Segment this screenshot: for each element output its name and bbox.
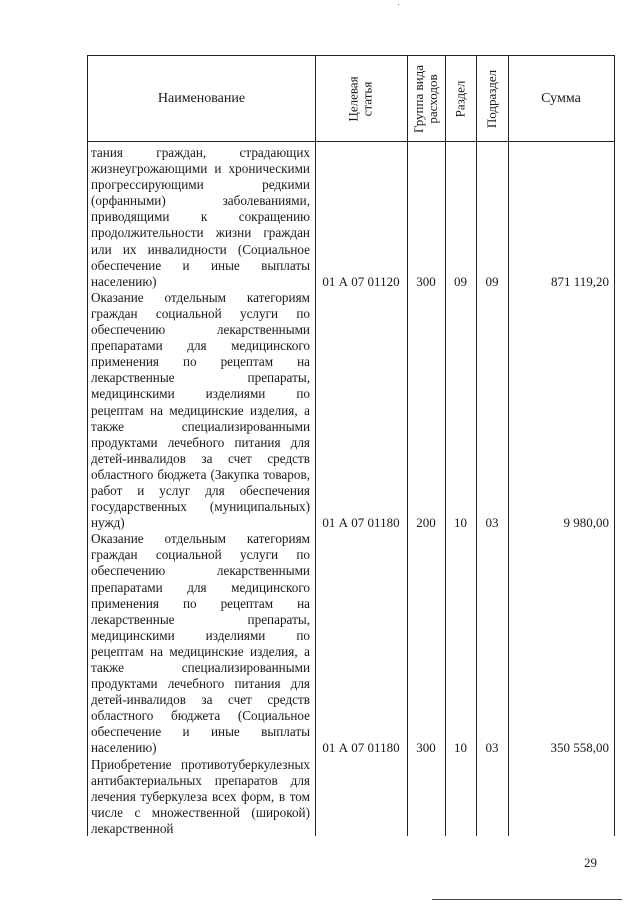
row-name: Оказание отдельным категориям граждан социальной услуги по обеспечению лекарственными препаратами для медицинского применения по рецептам на лекарственные препараты, медицинскими изделиями по рецептам на медицинские изделия, а также специализированными продуктами лечебного питания для детей-инвалидов за счет средств областного бюджета (Закупка товаров, работ и услуг для обеспечения государственных (муниципальных) нужд) <box>91 289 310 531</box>
row-sum: 350 558,00 <box>550 740 609 755</box>
row-code: 01 А 07 01120 <box>322 274 400 289</box>
row-sum: 871 119,20 <box>550 274 609 289</box>
grid-line <box>315 56 316 836</box>
grid-line <box>508 56 509 836</box>
row-name: тания граждан, страдающих жизнеугрожающими и хроническими прогрессирующими редкими (орфанными) заболеваниями, приводящими к сокращению продолжительности жизни граждан или их инвалидности (Социальное обеспечение и иные выплаты населению) <box>91 145 310 289</box>
row-group: 300 <box>416 274 436 289</box>
row-code: 01 А 07 01180 <box>322 740 400 755</box>
row-name: Приобретение противотуберкулезных антибактериальных препаратов для лечения туберкулеза всех форм, в том числе с множественной (широкой) лекарственной <box>91 756 310 836</box>
row-subsection: 03 <box>485 515 499 530</box>
scan-speck <box>398 4 399 5</box>
budget-table <box>87 55 615 836</box>
row-group: 300 <box>416 740 436 755</box>
name-column <box>91 145 310 837</box>
row-section: 10 <box>454 515 467 530</box>
header-code-line1: Целевая <box>345 75 361 122</box>
row-code: 01 А 07 01180 <box>322 515 400 530</box>
header-sum: Сумма <box>541 90 581 106</box>
row-subsection: 09 <box>485 274 499 289</box>
row-sum: 9 980,00 <box>563 515 609 530</box>
row-name: Оказание отдельным категориям граждан социальной услуги по обеспечению лекарственными препаратами для медицинского применения по рецептам на лекарственные препараты, медицинскими изделиями по рецептам на медицинские изделия, а также специализированными продуктами лечебного питания для детей-инвалидов за счет средств областного бюджета (Социальное обеспечение и иные выплаты населению) <box>91 531 310 756</box>
grid-line <box>407 56 408 836</box>
header-name: Наименование <box>157 90 246 106</box>
grid-line <box>445 56 446 836</box>
header-code-line2: статья <box>359 81 375 116</box>
header-expense-group <box>407 56 445 141</box>
row-subsection: 03 <box>485 740 499 755</box>
header-group-line1: Группа вида <box>411 64 427 133</box>
header-subsection-label: Подраздел <box>484 69 500 128</box>
header-section <box>445 56 476 141</box>
header-target-article <box>315 56 407 141</box>
header-section-label: Раздел <box>452 80 468 117</box>
page-number: 29 <box>584 855 597 870</box>
header-divider <box>88 141 614 142</box>
row-group: 200 <box>416 515 436 530</box>
header-subsection <box>476 56 508 141</box>
row-section: 09 <box>454 274 467 289</box>
header-group-line2: расходов <box>425 73 441 124</box>
row-section: 10 <box>454 740 467 755</box>
footer-rule <box>432 899 622 900</box>
grid-line <box>476 56 477 836</box>
